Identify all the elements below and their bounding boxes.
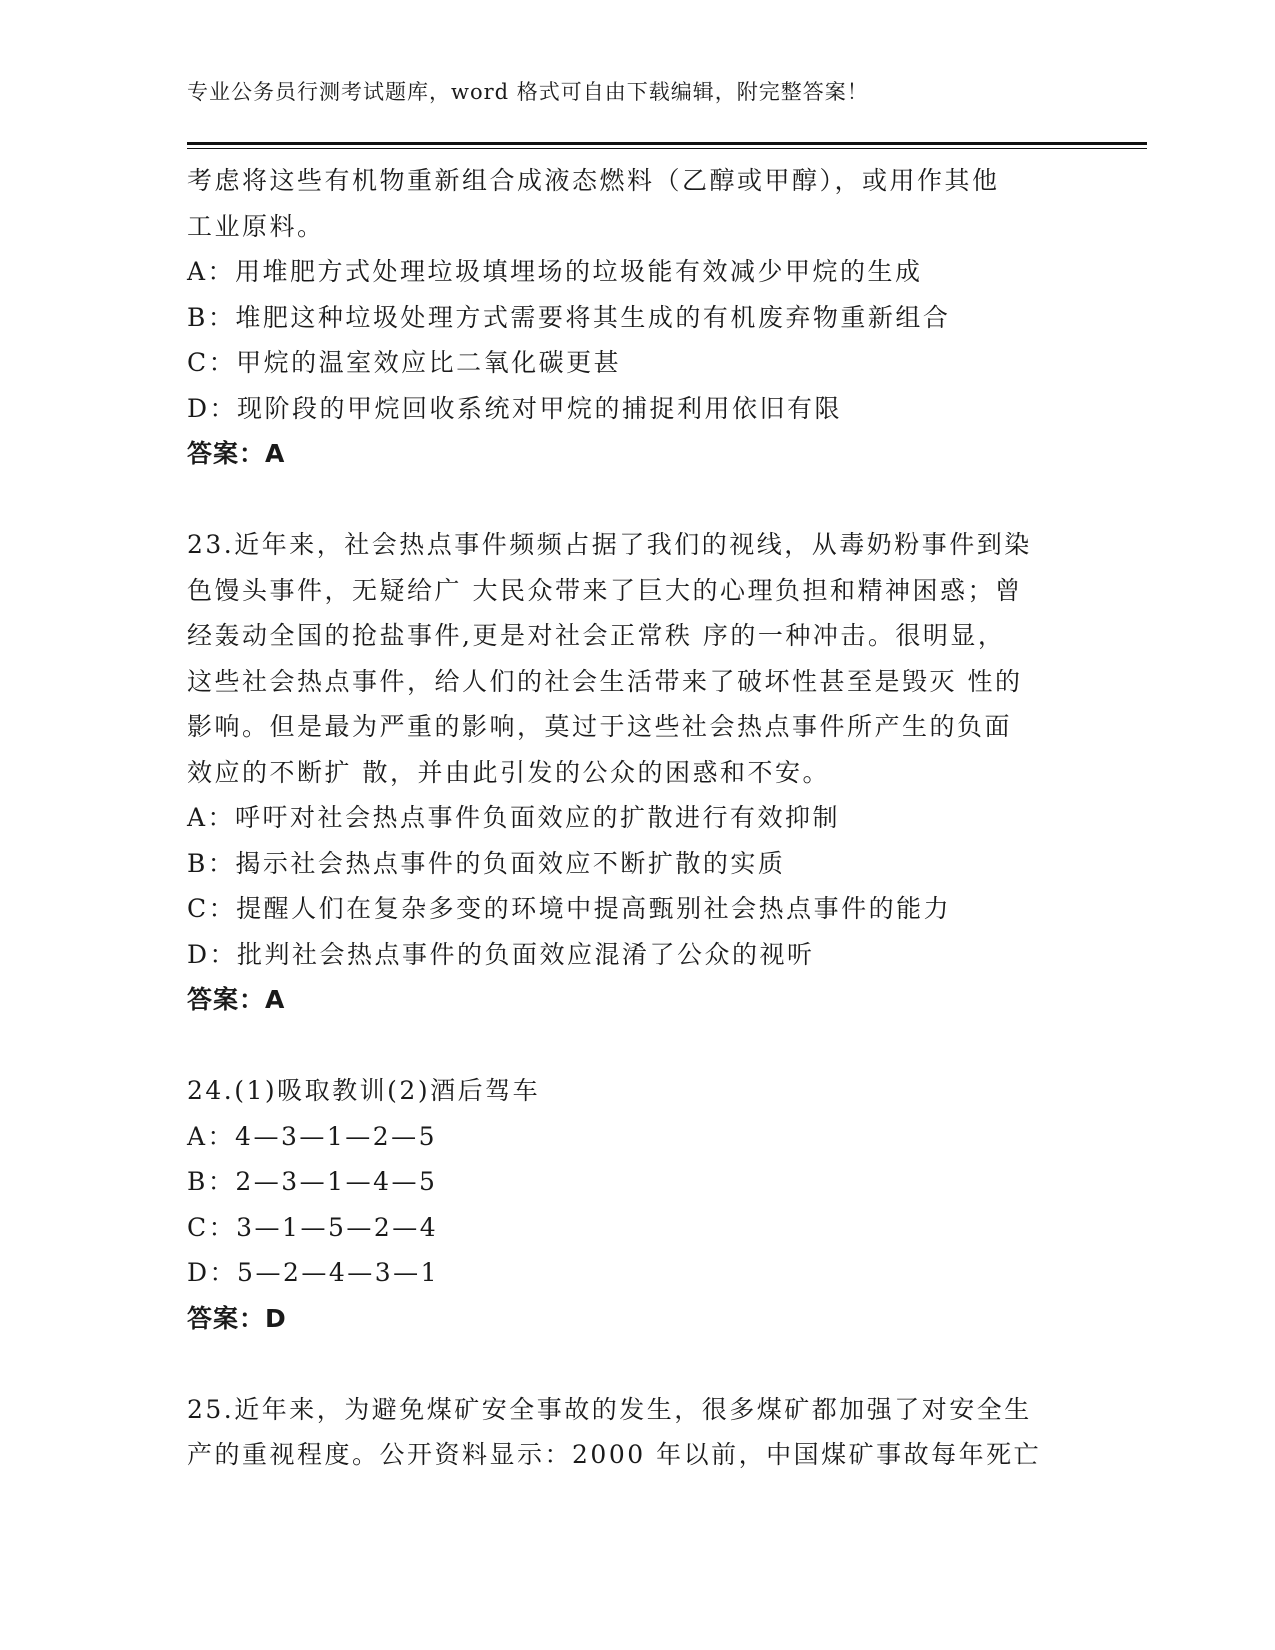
answer-line: 答案：A [187, 985, 286, 1014]
question-stem-line: 效应的不断扩 散，并由此引发的公众的困惑和不安。 [187, 757, 830, 787]
option-b: B：揭示社会热点事件的负面效应不断扩散的实质 [187, 848, 786, 878]
option-d: D：现阶段的甲烷回收系统对甲烷的捕捉利用依旧有限 [187, 393, 843, 423]
option-d: D：批判社会热点事件的负面效应混淆了公众的视听 [187, 939, 815, 969]
spacer [187, 1023, 1087, 1069]
spacer [187, 477, 1087, 523]
answer-line: 答案：A [187, 439, 286, 468]
question-stem-line: 25.近年来，为避免煤矿安全事故的发生，很多煤矿都加强了对安全生 [187, 1394, 1032, 1424]
header-rule-thick [187, 142, 1147, 145]
option-c: C：提醒人们在复杂多变的环境中提高甄别社会热点事件的能力 [187, 894, 952, 923]
option-c: C：3—1—5—2—4 [187, 1212, 439, 1242]
option-c: C：甲烷的温室效应比二氧化碳更甚 [187, 348, 622, 377]
question-25-block [187, 1387, 1087, 1478]
page-header: 专业公务员行测考试题库，word 格式可自由下载编辑，附完整答案！ [187, 80, 869, 104]
question-stem-line: 这些社会热点事件，给人们的社会生活带来了破坏性甚至是毁灭 性的 [187, 666, 1023, 696]
question-stem-line: 工业原料。 [187, 211, 325, 241]
question-22-block [187, 158, 1087, 477]
question-stem-line: 色馒头事件，无疑给广 大民众带来了巨大的心理负担和精神困惑；曾 [187, 575, 1023, 605]
option-a: A：用堆肥方式处理垃圾填埋场的垃圾能有效减少甲烷的生成 [187, 257, 923, 286]
question-24-block [187, 1068, 1087, 1341]
option-a: A：呼吁对社会热点事件负面效应的扩散进行有效抑制 [187, 803, 841, 832]
header-rule-thin [187, 148, 1147, 149]
question-stem-line: 23.近年来，社会热点事件频频占据了我们的视线，从毒奶粉事件到染 [187, 530, 1032, 559]
option-a: A：4—3—1—2—5 [187, 1121, 438, 1151]
question-stem-line: 产的重视程度。公开资料显示：2000 年以前，中国煤矿事故每年死亡 [187, 1440, 1042, 1469]
option-b: B：2—3—1—4—5 [187, 1167, 438, 1196]
answer-line: 答案：D [187, 1303, 287, 1333]
question-stem-line: 影响。但是最为严重的影响，莫过于这些社会热点事件所产生的负面 [187, 712, 1013, 741]
document-body [187, 158, 1087, 1478]
question-stem-line: 24.(1)吸取教训(2)酒后驾车 [187, 1076, 541, 1105]
question-stem-line: 考虑将这些有机物重新组合成液态燃料（乙醇或甲醇），或用作其他 [187, 166, 1000, 195]
option-d: D：5—2—4—3—1 [187, 1258, 440, 1287]
option-b: B：堆肥这种垃圾处理方式需要将其生成的有机废弃物重新组合 [187, 302, 951, 332]
question-23-block [187, 522, 1087, 1023]
question-stem-line: 经轰动全国的抢盐事件,更是对社会正常秩 序的一种冲击。很明显， [187, 621, 1006, 650]
spacer [187, 1341, 1087, 1387]
